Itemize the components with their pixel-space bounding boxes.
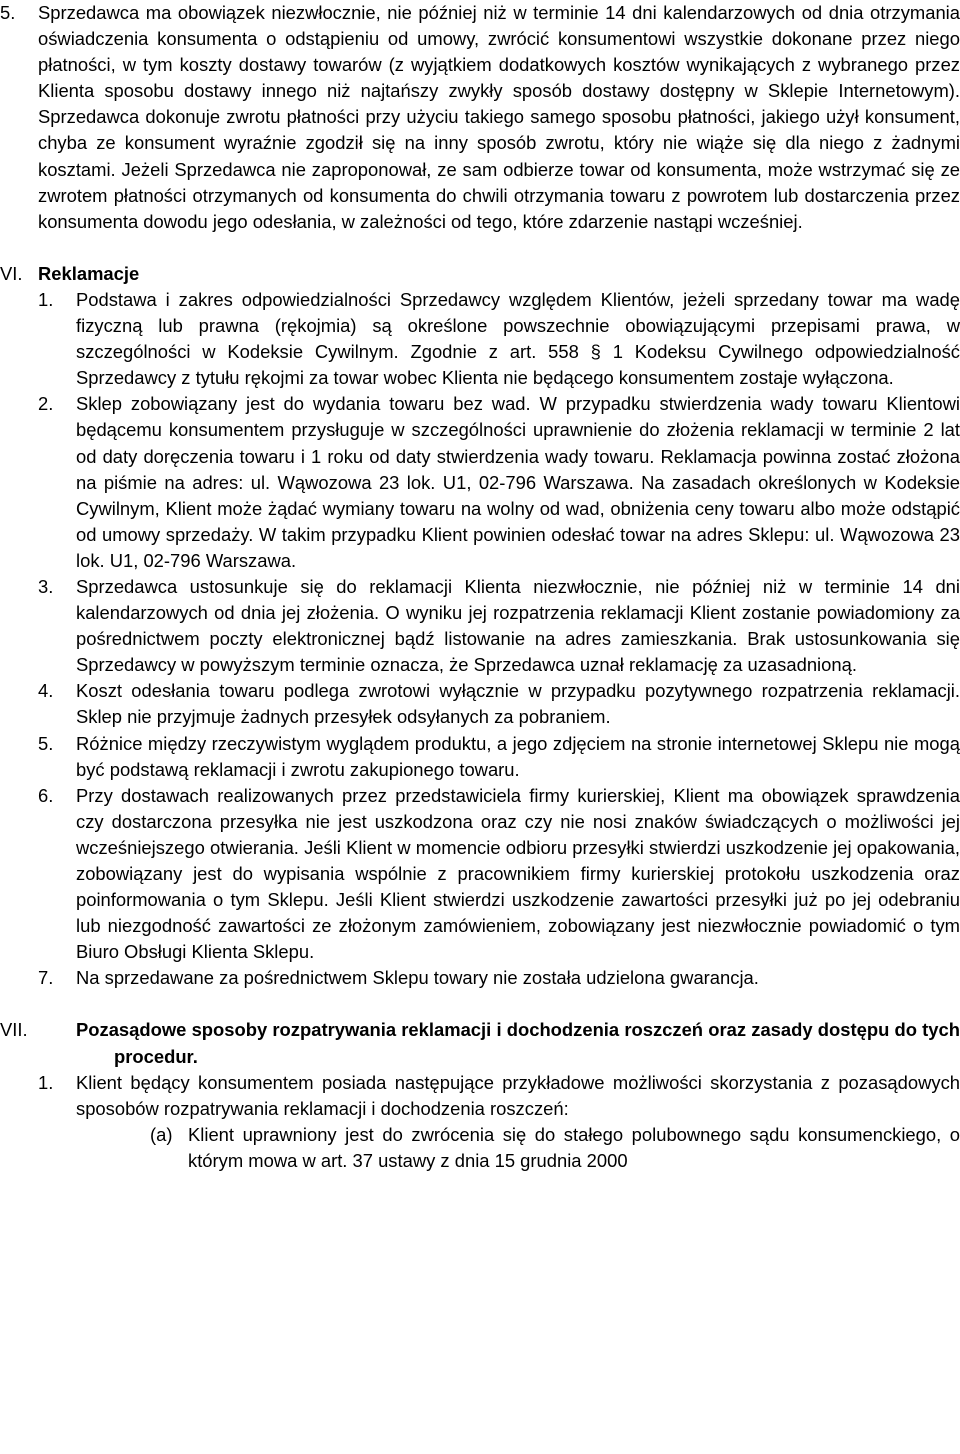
- section-title: Reklamacje: [38, 262, 140, 284]
- item-number: 6.: [38, 784, 54, 806]
- subitem-text: Klient uprawniony jest do zwrócenia się do stałego polubownego sądu konsumenckiego, o którym mowa w art. 37 ustawy z dnia 15 grudnia 2000: [188, 1123, 960, 1171]
- section-vi-item-7: [0, 965, 960, 991]
- item-number: 4.: [38, 680, 54, 702]
- item-text: Na sprzedawane za pośrednictwem Sklepu towary nie została udzielona gwarancja.: [76, 967, 759, 989]
- section-vi-item-3: [0, 574, 960, 678]
- item-text: Sklep zobowiązany jest do wydania towaru bez wad. W przypadku stwierdzenia wady towaru Klientowi będącemu konsumentem przysługuje w szczególności uprawnienie do złożenia reklamacji w terminie 2 lat od daty doręczenia towaru i 1 roku od daty stwierdzenia wady towaru. Reklamacja powinna zostać złożona na piśmie na adres: ul. Wąwozowa 23 lok. U1, 02-796 Warszawa. Na zasadach określonych w Kodeksie Cywilnym, Klient może żądać wymiany towaru na wolny od wad, obniżenia ceny towaru albo może odstąpić od umowy sprzedaży. W takim przypadku Klient powinien odesłać towar na adres Sklepu: ul. Wąwozowa 23 lok. U1, 02-796 Warszawa.: [76, 393, 960, 571]
- section-vi-item-5: [0, 731, 960, 783]
- item-text: Sprzedawca ma obowiązek niezwłocznie, nie później niż w terminie 14 dni kalendarzowych od dnia otrzymania oświadczenia konsumenta o odstąpieniu od umowy, zwrócić konsumentowi wszystkie dokonane przez niego płatności, w tym koszty dostawy towarów (z wyjątkiem dodatkowych kosztów wynikających z wybranego przez Klienta sposobu dostawy innego niż najtańszy zwykły sposób dostawy dostępny w Sklepie Internetowym). Sprzedawca dokonuje zwrotu płatności przy użyciu takiego samego sposobu płatności, jakiego użył konsument, chyba ze konsument wyraźnie zgodził się na inny sposób zwrotu, który nie wiąże się dla niego z żadnymi kosztami. Jeżeli Sprzedawca nie zaproponował, ze sam odbierze towar od konsumenta, może wstrzymać się ze zwrotem płatności otrzymanych od konsumenta do chwili otrzymania towaru z powrotem lub dostarczenia przez konsumenta dowodu jego odesłania, w zależności od tego, które zdarzenie nastąpi wcześniej.: [38, 2, 960, 232]
- item-text: Podstawa i zakres odpowiedzialności Sprzedawcy względem Klientów, jeżeli sprzedany towar ma wadę fizyczną lub prawna (rękojmia) są określone powszechnie obowiązującymi przepisami prawa, w szczególności w Kodeksie Cywilnym. Zgodnie z art. 558 § 1 Kodeksu Cywilnego odpowiedzialność Sprzedawcy z tytułu rękojmi za towar wobec Klienta nie będącego konsumentem zostaje wyłączona.: [76, 288, 960, 389]
- item-number: 3.: [38, 575, 54, 597]
- item-text: Przy dostawach realizowanych przez przedstawiciela firmy kurierskiej, Klient ma obowiązek sprawdzenia czy dostarczona przesyłka nie jest uszkodzona oraz czy nie nosi znaków świadczących o możliwości jej wcześniejszego otwierania. Jeśli Klient w momencie odbioru przesyłki stwierdzi uszkodzenie jej opakowania, zobowiązany jest do wypisania wspólnie z pracownikiem firmy kurierskiej protokołu uszkodzenia oraz poinformowania o tym Sklepu. Jeśli Klient stwierdzi uszkodzenie zawartości przesyłki już po jej odebraniu lub niezgodność zawartości ze złożonym zamówieniem, zobowiązany jest niezwłocznie powiadomić o tym Biuro Obsługi Klienta Sklepu.: [76, 784, 960, 963]
- section-v-item-5: [0, 0, 960, 235]
- section-vi-heading: [0, 261, 960, 287]
- item-text: Klient będący konsumentem posiada następujące przykładowe możliwości skorzystania z pozasądowych sposobów rozpatrywania reklamacji i dochodzenia roszczeń:: [76, 1071, 960, 1119]
- item-number: 5.: [0, 2, 16, 23]
- section-number: VI.: [0, 262, 23, 284]
- section-vii-item-1: [0, 1070, 960, 1122]
- item-number: 7.: [38, 967, 54, 989]
- subitem-letter: (a): [150, 1123, 173, 1145]
- item-number: 2.: [38, 393, 54, 415]
- section-number: VII.: [0, 1019, 28, 1041]
- item-text: Różnice między rzeczywistym wyglądem produktu, a jego zdjęciem na stronie internetowej Sklepu nie mogą być podstawą reklamacji i zwrotu zakupionego towaru.: [76, 732, 960, 780]
- item-number: 1.: [38, 288, 54, 310]
- section-title: Pozasądowe sposoby rozpatrywania reklamacji i dochodzenia roszczeń oraz zasady dostępu do tych procedur.: [76, 1019, 960, 1067]
- item-number: 1.: [38, 1071, 54, 1093]
- section-vi-item-2: [0, 391, 960, 574]
- item-text: Sprzedawca ustosunkuje się do reklamacji Klienta niezwłocznie, nie później niż w terminie 14 dni kalendarzowych od dnia jej złożenia. O wyniku jej rozpatrzenia reklamacji Klient zostanie powiadomiony za pośrednictwem poczty elektronicznej bądź listowanie na adres zamieszkania. Brak ustosunkowania się Sprzedawcy w powyższym terminie oznacza, że Sprzedawca uznał reklamację za uzasadnioną.: [76, 575, 960, 676]
- section-vii-heading: [0, 1017, 960, 1069]
- section-vii-subitem-a: [0, 1122, 960, 1174]
- item-number: 5.: [38, 732, 54, 754]
- section-vi-item-6: [0, 783, 960, 966]
- item-text: Koszt odesłania towaru podlega zwrotowi wyłącznie w przypadku pozytywnego rozpatrzenia reklamacji. Sklep nie przyjmuje żadnych przesyłek odsyłanych za pobraniem.: [76, 680, 960, 728]
- section-vi-item-1: [0, 287, 960, 391]
- section-vi-item-4: [0, 678, 960, 730]
